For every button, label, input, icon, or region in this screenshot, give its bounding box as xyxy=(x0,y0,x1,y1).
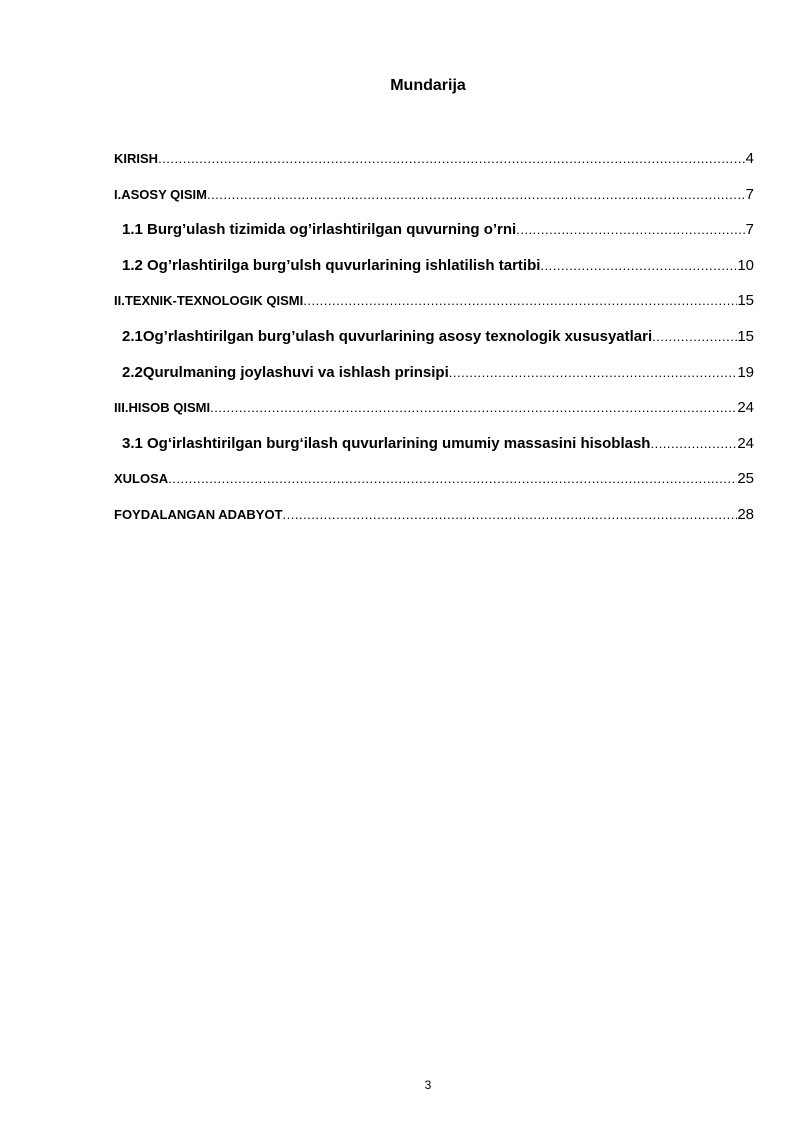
toc-entry-page: 19 xyxy=(737,363,754,381)
toc-entry-label: KIRISH xyxy=(114,151,159,166)
table-of-contents xyxy=(114,148,754,540)
toc-entry-hisob-qismi xyxy=(114,397,754,433)
page-number: 3 xyxy=(424,1078,432,1092)
page-title: Mundarija xyxy=(390,77,466,94)
toc-entry-label: I.ASOSY QISIM xyxy=(114,186,207,202)
toc-entry-label: 1.2 Og’rlashtirilga burg’ulsh quvurlarining ishlatilish tartibi xyxy=(122,256,541,274)
toc-entry-xulosa xyxy=(114,468,754,504)
toc-entry-kirish xyxy=(114,148,754,184)
toc-entry-page: 24 xyxy=(737,434,754,452)
toc-entry-label: 2.2Qurulmaning joylashuvi va ishlash prinsipi xyxy=(122,363,449,381)
toc-entry-page: 7 xyxy=(745,221,754,239)
toc-entry-page: 10 xyxy=(737,256,754,274)
toc-entry-label: 1.1 Burg’ulash tizimida og’irlashtirilgan quvurning o’rni xyxy=(122,221,517,239)
toc-entry-label: 2.1Og’rlashtirilgan burg’ulash quvurlarining asosy texnologik xususyatlari xyxy=(122,327,653,345)
toc-entry-page: 28 xyxy=(737,505,754,523)
toc-entry-texnik-texnologik xyxy=(114,290,754,326)
toc-entry-label: 3.1 Og‘irlashtirilgan burg‘ilash quvurlarining umumiy massasini hisoblash xyxy=(122,434,651,452)
toc-entry-page: 15 xyxy=(737,292,754,310)
toc-entry-2-2 xyxy=(114,362,754,398)
dot-leader xyxy=(303,290,737,312)
toc-entry-label: III.HISOB QISMI xyxy=(114,400,211,416)
toc-entry-page: 25 xyxy=(737,470,754,488)
dot-leader xyxy=(158,148,746,170)
toc-entry-label: II.TEXNIK-TEXNOLOGIK QISMI xyxy=(114,293,304,309)
dot-leader xyxy=(207,184,746,206)
dot-leader xyxy=(516,219,745,241)
toc-entry-1-1 xyxy=(114,219,754,255)
dot-leader xyxy=(210,397,737,419)
dot-leader xyxy=(540,255,737,277)
dot-leader xyxy=(652,326,737,348)
toc-entry-3-1 xyxy=(114,433,754,469)
toc-entry-page: 24 xyxy=(737,399,754,417)
toc-entry-label: FOYDALANGAN ADABYOT xyxy=(114,506,283,522)
dot-leader xyxy=(168,468,737,490)
dot-leader xyxy=(283,504,738,526)
dot-leader xyxy=(650,433,737,455)
toc-entry-page: 4 xyxy=(745,150,754,167)
dot-leader xyxy=(449,362,738,384)
toc-entry-page: 7 xyxy=(745,185,754,203)
toc-entry-foydalangan-adabyot xyxy=(114,504,754,540)
toc-entry-asosy-qisim xyxy=(114,184,754,220)
toc-entry-2-1 xyxy=(114,326,754,362)
toc-entry-label: XULOSA xyxy=(114,471,169,487)
toc-entry-1-2 xyxy=(114,255,754,291)
toc-entry-page: 15 xyxy=(737,327,754,345)
